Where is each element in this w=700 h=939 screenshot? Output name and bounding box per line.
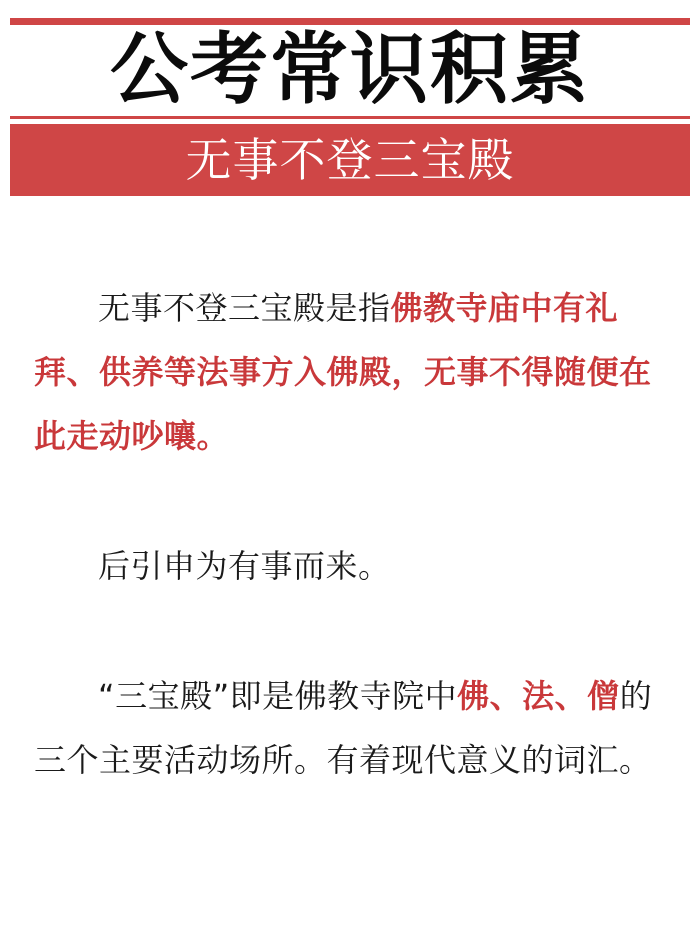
paragraph-text: 无事不登三宝殿是指	[98, 289, 391, 327]
paragraph-three-treasures	[34, 664, 670, 792]
paragraph-text: 后引申为有事而来。	[98, 547, 391, 585]
top-red-rule	[10, 18, 690, 25]
divider-red-rule	[10, 116, 690, 119]
subtitle-banner	[10, 124, 690, 196]
article-body	[34, 276, 670, 792]
page-title: 公考常识积累	[109, 25, 590, 115]
paragraph-text: 的三个主要活动场所。有着现代意义的词汇。	[34, 677, 653, 779]
highlighted-text: 佛、法、僧	[457, 677, 620, 715]
highlighted-text: 佛教寺庙中有礼拜、供养等法事方入佛殿，无事不得随便在此走动吵嚷。	[34, 289, 652, 455]
paragraph-text: “三宝殿”即是佛教寺院中	[98, 677, 458, 715]
paragraph-extended-meaning	[34, 534, 670, 598]
paragraph-definition	[34, 276, 670, 468]
page-subtitle: 无事不登三宝殿	[185, 133, 515, 187]
